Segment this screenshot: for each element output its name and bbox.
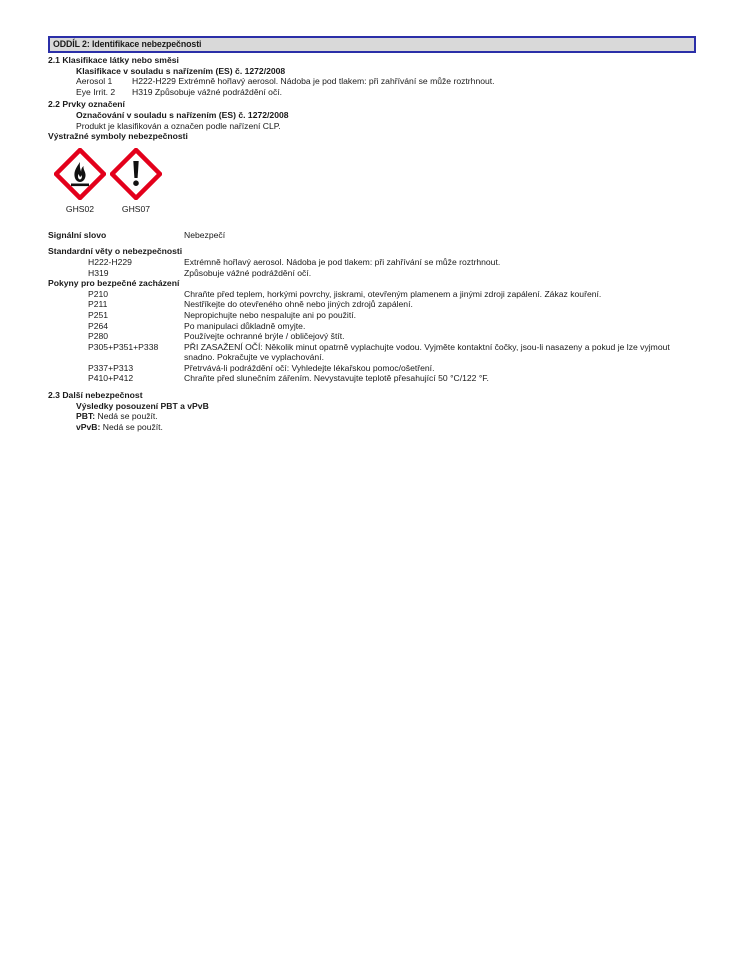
vpvb-line [48, 422, 696, 433]
precautionary-statement-row [48, 299, 696, 310]
precautionary-statement-row [48, 342, 696, 363]
heading-2-2: 2.2 Prvky označení [48, 99, 125, 110]
precautionary-text: Nestříkejte do otevřeného ohně nebo jiných zdrojů zapálení. [184, 299, 413, 310]
precautionary-statements-heading: Pokyny pro bezpečné zacházení [48, 278, 180, 289]
subheading-pbt: Výsledky posouzení PBT a vPvB [76, 400, 209, 411]
hazard-text: Extrémně hořlavý aerosol. Nádoba je pod tlakem: při zahřívání se může roztrhnout. [184, 256, 501, 267]
precautionary-code: P280 [88, 331, 109, 342]
sds-section-2 [48, 36, 696, 432]
pictogram-label: GHS07 [121, 203, 151, 214]
precautionary-code: P305+P351+P338 [88, 341, 159, 352]
precautionary-code: P210 [88, 288, 109, 299]
precautionary-code: P211 [88, 299, 108, 310]
section-header: ODDÍL 2: Identifikace nebezpečnosti [48, 36, 696, 53]
vpvb-value: Nedá se použít. [100, 421, 163, 432]
pictogram-row [48, 148, 696, 222]
hazard-code: H319 [88, 267, 109, 278]
exclamation-pictogram-icon [110, 148, 162, 200]
precautionary-code: P264 [88, 320, 109, 331]
classification-category: Eye Irrit. 2 [76, 86, 116, 97]
pbt-value: Nedá se použít. [95, 411, 158, 422]
pbt-line [48, 411, 696, 422]
flame-pictogram-icon [54, 148, 106, 200]
precautionary-text: Chraňte před teplem, horkými povrchy, jiskrami, otevřeným plamenem a jinými zdroji zapálení. Zákaz kouření. [184, 288, 602, 299]
clp-note: Produkt je klasifikován a označen podle nařízení CLP. [76, 120, 281, 131]
classification-statement: H319 Způsobuje vážné podráždění očí. [132, 86, 283, 97]
signal-word-label: Signální slovo [48, 229, 107, 240]
subheading-labelling: Označování v souladu s nařízením (ES) č. 1272/2008 [76, 109, 289, 120]
vpvb-label: vPvB: [76, 421, 101, 432]
precautionary-code: P337+P313 [88, 362, 134, 373]
hazard-code: H222-H229 [88, 256, 132, 267]
precautionary-text: Po manipulaci důkladně omyjte. [184, 320, 306, 331]
hazard-statements-heading: Standardní věty o nebezpečnosti [48, 246, 183, 257]
pictogram-ghs07 [108, 148, 164, 222]
classification-list [48, 76, 696, 97]
classification-statement: H222-H229 Extrémně hořlavý aerosol. Nádoba je pod tlakem: při zahřívání se může roztrhnout. [132, 76, 495, 87]
precautionary-statement-row [48, 363, 696, 374]
pbt-label: PBT: [76, 411, 96, 422]
heading-2-3: 2.3 Další nebezpečnost [48, 390, 143, 401]
precautionary-statement-row [48, 373, 696, 384]
precautionary-statement-row [48, 331, 696, 342]
signal-word-value: Nebezpečí [184, 229, 226, 240]
precautionary-statement-row [48, 289, 696, 300]
precautionary-statement-row [48, 321, 696, 332]
signal-word-row [48, 230, 696, 241]
precautionary-statement-row [48, 310, 696, 321]
subheading-classification: Klasifikace v souladu s nařízením (ES) č. 1272/2008 [76, 65, 286, 76]
pictogram-ghs02 [52, 148, 108, 222]
pictograms-heading: Výstražné symboly nebezpečnosti [48, 131, 188, 142]
precautionary-text: Přetrvává-li podráždění očí: Vyhledejte lékařskou pomoc/ošetření. [184, 362, 435, 373]
precautionary-text: Chraňte před slunečním zářením. Nevystavujte teplotě přesahující 50 °C/122 °F. [184, 373, 489, 384]
hazard-statement-row [48, 268, 696, 279]
hazard-statement-row [48, 257, 696, 268]
hazard-text: Způsobuje vážné podráždění očí. [184, 267, 312, 278]
precautionary-code: P410+P412 [88, 373, 134, 384]
classification-category: Aerosol 1 [76, 76, 113, 87]
precautionary-text: Nepropichujte nebo nespalujte ani po použití. [184, 309, 356, 320]
heading-2-1: 2.1 Klasifikace látky nebo směsi [48, 55, 179, 65]
pictogram-label: GHS02 [65, 203, 95, 214]
classification-row [76, 76, 696, 87]
precautionary-code: P251 [88, 309, 109, 320]
precautionary-text: PŘI ZASAŽENÍ OČÍ: Několik minut opatrně vyplachujte vodou. Vyjměte kontaktní čočky, jsou-li nasazeny a pokud je lze vyjmout snadno. Pokračujte ve vyplachování. [184, 341, 670, 363]
classification-row [76, 87, 696, 98]
precautionary-text: Používejte ochranné brýle / obličejový štít. [184, 331, 345, 342]
